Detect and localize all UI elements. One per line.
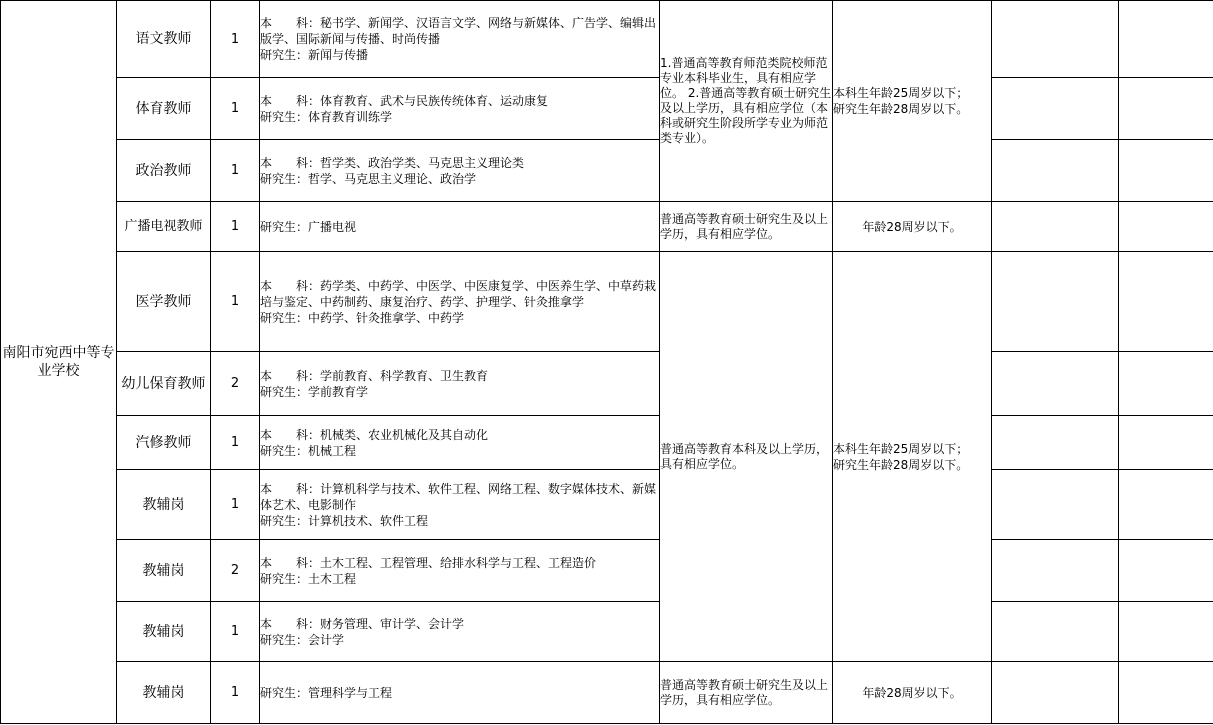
major-requirement — [260, 662, 660, 724]
headcount: 1 — [211, 140, 260, 202]
major-graduate: 研究生：管理科学与工程 — [260, 685, 393, 700]
table-row — [1, 352, 1213, 416]
empty-cell — [992, 662, 1119, 724]
major-undergrad: 本 科：哲学类、政治学类、马克思主义理论类 — [260, 155, 525, 170]
age-graduate: 研究生年龄28周岁以下。 — [833, 457, 969, 472]
empty-cell — [992, 602, 1119, 662]
major-requirement — [260, 78, 660, 140]
major-graduate: 研究生：中药学、针灸推拿学、中药学 — [260, 310, 465, 325]
empty-cell — [992, 202, 1119, 252]
table-row — [1, 202, 1213, 252]
major-graduate: 研究生：会计学 — [260, 632, 345, 647]
empty-cell — [992, 140, 1119, 202]
empty-cell — [992, 78, 1119, 140]
major-undergrad: 本 科：体育教育、武术与民族传统体育、运动康复 — [260, 93, 549, 108]
major-requirement — [260, 140, 660, 202]
headcount: 1 — [211, 470, 260, 540]
position-name: 教辅岗 — [117, 540, 211, 602]
major-requirement — [260, 1, 660, 78]
empty-cell — [1119, 470, 1213, 540]
age-undergrad: 本科生年龄25周岁以下； — [833, 86, 969, 100]
empty-cell — [1119, 602, 1213, 662]
major-undergrad: 本 科：土木工程、工程管理、给排水科学与工程、工程造价 — [260, 555, 597, 570]
empty-cell — [1119, 662, 1213, 724]
table-row — [1, 416, 1213, 470]
major-undergrad: 本 科：机械类、农业机械化及其自动化 — [260, 427, 489, 442]
education-requirement: 普通高等教育硕士研究生及以上学历，具有相应学位。 — [660, 662, 833, 724]
empty-cell — [1119, 352, 1213, 416]
position-name: 体育教师 — [117, 78, 211, 140]
table-row — [1, 662, 1213, 724]
position-name: 教辅岗 — [117, 470, 211, 540]
headcount: 1 — [211, 202, 260, 252]
empty-cell — [1119, 540, 1213, 602]
major-requirement — [260, 416, 660, 470]
empty-cell — [992, 352, 1119, 416]
major-requirement — [260, 252, 660, 352]
education-requirement: 普通高等教育本科及以上学历，具有相应学位。 — [660, 252, 833, 662]
headcount: 1 — [211, 252, 260, 352]
major-undergrad: 本 科：财务管理、审计学、会计学 — [260, 616, 465, 631]
table-row — [1, 602, 1213, 662]
major-requirement — [260, 540, 660, 602]
empty-cell — [1119, 202, 1213, 252]
table-row — [1, 252, 1213, 352]
age-requirement: 年龄28周岁以下。 — [833, 202, 992, 252]
table-row — [1, 540, 1213, 602]
position-name: 幼儿保育教师 — [117, 352, 211, 416]
empty-cell — [992, 1, 1119, 78]
unit-name: 南阳市宛西中等专业学校 — [1, 1, 117, 724]
table-row — [1, 1, 1213, 78]
table-row — [1, 470, 1213, 540]
major-undergrad: 本 科：药学类、中药学、中医学、中医康复学、中医养生学、中草药栽培与鉴定、中药制药、康复治疗、药学、护理学、针灸推拿学 — [260, 278, 657, 309]
age-requirement: 年龄28周岁以下。 — [833, 662, 992, 724]
empty-cell — [1119, 78, 1213, 140]
empty-cell — [992, 540, 1119, 602]
headcount: 2 — [211, 352, 260, 416]
age-requirement — [833, 1, 992, 202]
position-name: 教辅岗 — [117, 662, 211, 724]
position-name: 医学教师 — [117, 252, 211, 352]
major-requirement — [260, 202, 660, 252]
position-name: 教辅岗 — [117, 602, 211, 662]
position-name: 广播电视教师 — [117, 202, 211, 252]
headcount: 2 — [211, 540, 260, 602]
major-undergrad: 本 科：计算机科学与技术、软件工程、网络工程、数字媒体技术、新媒体艺术、电影制作 — [260, 481, 657, 512]
major-graduate: 研究生：新闻与传播 — [260, 48, 369, 62]
headcount: 1 — [211, 1, 260, 78]
education-requirement: 1.普通高等教育师范类院校师范专业本科毕业生，具有相应学位。 2.普通高等教育硕士研究生及以上学历，具有相应学位（本科或研究生阶段所学专业为师范类专业）。 — [660, 1, 833, 202]
major-graduate: 研究生：广播电视 — [260, 219, 357, 234]
position-name: 语文教师 — [117, 1, 211, 78]
position-name: 汽修教师 — [117, 416, 211, 470]
empty-cell — [1119, 140, 1213, 202]
headcount: 1 — [211, 78, 260, 140]
major-requirement — [260, 602, 660, 662]
major-requirement — [260, 352, 660, 416]
empty-cell — [1119, 1, 1213, 78]
major-undergrad: 本 科：秘书学、新闻学、汉语言文学、网络与新媒体、广告学、编辑出版学、国际新闻与传播、时尚传播 — [260, 16, 657, 46]
empty-cell — [1119, 252, 1213, 352]
position-name: 政治教师 — [117, 140, 211, 202]
headcount: 1 — [211, 416, 260, 470]
empty-cell — [1119, 416, 1213, 470]
major-graduate: 研究生：体育教育训练学 — [260, 109, 393, 124]
major-undergrad: 本 科：学前教育、科学教育、卫生教育 — [260, 368, 489, 383]
major-graduate: 研究生：土木工程 — [260, 571, 357, 586]
table-row — [1, 140, 1213, 202]
age-requirement — [833, 252, 992, 662]
empty-cell — [992, 252, 1119, 352]
major-graduate: 研究生：学前教育学 — [260, 384, 369, 399]
empty-cell — [992, 416, 1119, 470]
table-row — [1, 78, 1213, 140]
headcount: 1 — [211, 662, 260, 724]
major-graduate: 研究生：机械工程 — [260, 443, 357, 458]
major-requirement — [260, 470, 660, 540]
empty-cell — [992, 470, 1119, 540]
major-graduate: 研究生：哲学、马克思主义理论、政治学 — [260, 171, 477, 186]
age-undergrad: 本科生年龄25周岁以下； — [833, 441, 969, 456]
headcount: 1 — [211, 602, 260, 662]
age-graduate: 研究生年龄28周岁以下。 — [833, 102, 969, 116]
education-requirement: 普通高等教育硕士研究生及以上学历，具有相应学位。 — [660, 202, 833, 252]
major-graduate: 研究生：计算机技术、软件工程 — [260, 513, 429, 528]
